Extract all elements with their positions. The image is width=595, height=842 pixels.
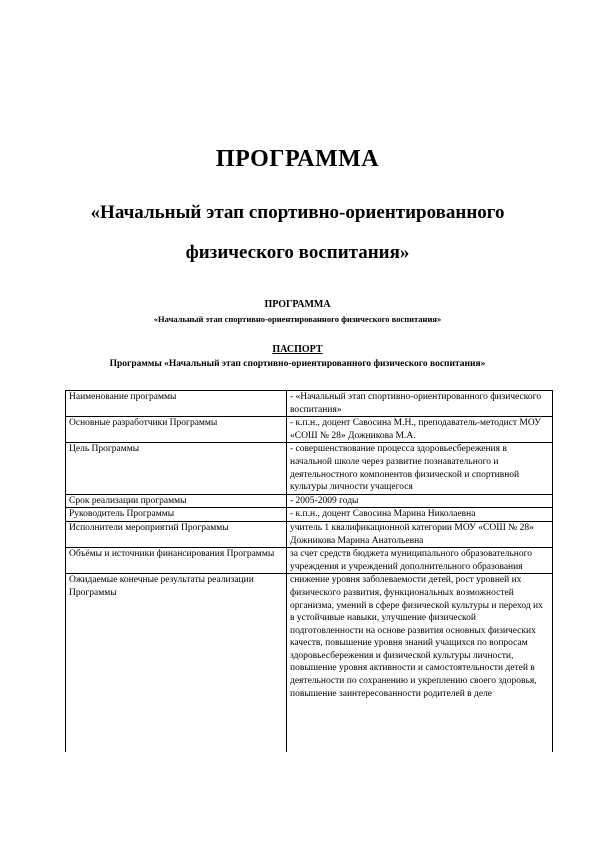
table-row: [66, 417, 553, 443]
table-row: [66, 443, 553, 494]
row-value: - к.п.н., доцент Савосина Марина Николаевна: [287, 508, 553, 522]
table-row: [66, 574, 553, 753]
row-label: Основные разработчики Программы: [66, 417, 287, 443]
row-value: - к.п.н., доцент Савосина М.Н., преподаватель-методист МОУ «СОШ № 28» Дожникова М.А.: [287, 417, 553, 443]
row-value: - «Начальный этап спортивно-ориентированного физического воспитания»: [287, 391, 553, 417]
row-label: Ожидаемые конечные результаты реализации Программы: [66, 574, 287, 753]
program-label: ПРОГРАММА: [264, 299, 331, 310]
passport-table: [65, 390, 553, 752]
program-title-line2: физического воспитания»: [185, 242, 410, 263]
row-value: за счет средств бюджета муниципального образовательного учреждения и учреждений дополнительного образования: [287, 548, 553, 574]
row-value: - совершенствование процесса здоровьесбережения в начальной школе через развитие познавательного и деятельностного компонентов физической и спортивной культуры личности учащегося: [287, 443, 553, 494]
row-value-text: снижение уровня заболеваемости детей, рост уровней их физического развития, функциональных возможностей организма, умений в сфере физической культуры и переход их в устойчивые навыки, улучшение физической подготовленности на основе развития основных физических качеств, повышение уровня знаний учащихся по вопросам здоровьесбережения и физической культуры личности, повышение уровня активности и самостоятельности детей в деятельности по сохранению и укреплению своего здоровья, повышение заинтересованности родителей в деле: [290, 575, 543, 699]
row-label: Цель Программы: [66, 443, 287, 494]
row-label: Объёмы и источники финансирования Программы: [66, 548, 287, 574]
row-label: Срок реализации программы: [66, 494, 287, 508]
row-value: учитель 1 квалификационной категории МОУ «СОШ № 28» Дожникова Марина Анатольевна: [287, 521, 553, 547]
table-row: [66, 508, 553, 522]
table-row: [66, 521, 553, 547]
program-title-line1: «Начальный этап спортивно-ориентированного: [90, 202, 505, 223]
row-label: Наименование программы: [66, 391, 287, 417]
row-label: Исполнители мероприятий Программы: [66, 521, 287, 547]
row-value: - 2005-2009 годы: [287, 494, 553, 508]
table-row: [66, 548, 553, 574]
row-label: Руководитель Программы: [66, 508, 287, 522]
program-name: «Начальный этап спортивно-ориентированного физического воспитания»: [153, 314, 442, 324]
row-value: [287, 574, 553, 753]
table-row: [66, 494, 553, 508]
table-row: [66, 391, 553, 417]
passport-caption: Программы «Начальный этап спортивно-ориентированного физического воспитания»: [109, 359, 486, 369]
passport-label: ПАСПОРТ: [272, 344, 323, 355]
page-title: ПРОГРАММА: [215, 146, 380, 172]
